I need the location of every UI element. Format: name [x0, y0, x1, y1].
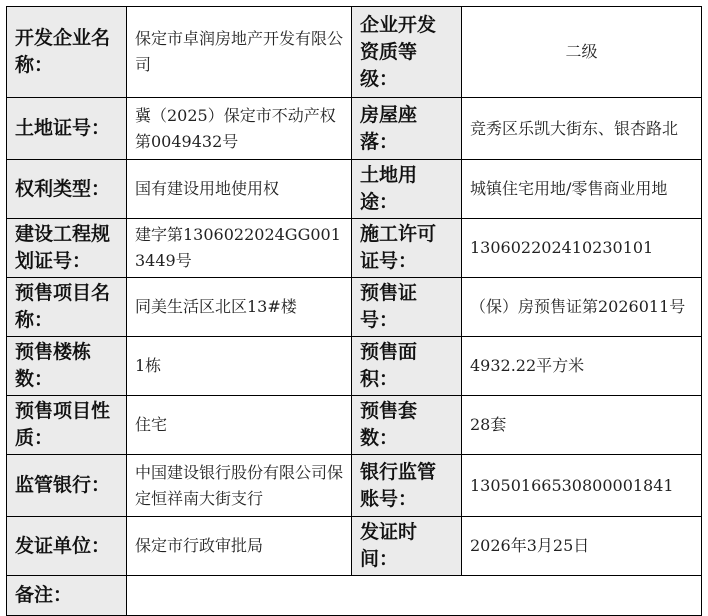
- presale-area-value: 4932.22平方米: [462, 337, 702, 396]
- project-name-label: 预售项目名称：: [7, 278, 127, 337]
- table-row: [7, 278, 702, 337]
- building-count-label: 预售楼栋数：: [7, 337, 127, 396]
- developer-name-value: 保定市卓润房地产开发有限公司: [127, 7, 352, 98]
- project-nature-value: 住宅: [127, 396, 352, 455]
- table-row: [7, 455, 702, 517]
- unit-count-label: 预售套数：: [352, 396, 462, 455]
- project-name-value: 同美生活区北区13#楼: [127, 278, 352, 337]
- unit-count-value: 28套: [462, 396, 702, 455]
- table-row: [7, 98, 702, 160]
- table-row: [7, 337, 702, 396]
- right-type-label: 权利类型：: [7, 160, 127, 219]
- supervising-bank-label: 监管银行：: [7, 455, 127, 517]
- table-row: [7, 576, 702, 616]
- remarks-value: [127, 576, 702, 616]
- presale-area-label: 预售面积：: [352, 337, 462, 396]
- land-use-value: 城镇住宅用地/零售商业用地: [462, 160, 702, 219]
- land-use-label: 土地用途：: [352, 160, 462, 219]
- presale-cert-value: （保）房预售证第2026011号: [462, 278, 702, 337]
- planning-cert-label: 建设工程规划证号：: [7, 219, 127, 278]
- supervising-bank-value: 中国建设银行股份有限公司保定恒祥南大街支行: [127, 455, 352, 517]
- presale-info-table: [6, 6, 702, 616]
- construction-permit-value: 130602202410230101: [462, 219, 702, 278]
- developer-name-label: 开发企业名称：: [7, 7, 127, 98]
- issuing-authority-value: 保定市行政审批局: [127, 517, 352, 576]
- issuing-authority-label: 发证单位：: [7, 517, 127, 576]
- qualification-level-value: 二级: [462, 7, 702, 98]
- issue-date-value: 2026年3月25日: [462, 517, 702, 576]
- construction-permit-label: 施工许可证号：: [352, 219, 462, 278]
- right-type-value: 国有建设用地使用权: [127, 160, 352, 219]
- presale-cert-label: 预售证号：: [352, 278, 462, 337]
- table-row: [7, 7, 702, 98]
- presale-permit-document: [6, 6, 701, 616]
- bank-account-value: 13050166530800001841: [462, 455, 702, 517]
- building-count-value: 1栋: [127, 337, 352, 396]
- qualification-level-label: 企业开发资质等级：: [352, 7, 462, 98]
- land-cert-value: 冀（2025）保定市不动产权第0049432号: [127, 98, 352, 160]
- location-value: 竞秀区乐凯大街东、银杏路北: [462, 98, 702, 160]
- issue-date-label: 发证时间：: [352, 517, 462, 576]
- bank-account-label: 银行监管账号：: [352, 455, 462, 517]
- planning-cert-value: 建字第1306022024GG0013449号: [127, 219, 352, 278]
- table-row: [7, 517, 702, 576]
- project-nature-label: 预售项目性质：: [7, 396, 127, 455]
- table-row: [7, 160, 702, 219]
- land-cert-label: 土地证号：: [7, 98, 127, 160]
- table-row: [7, 219, 702, 278]
- table-row: [7, 396, 702, 455]
- location-label: 房屋座落：: [352, 98, 462, 160]
- remarks-label: 备注：: [7, 576, 127, 616]
